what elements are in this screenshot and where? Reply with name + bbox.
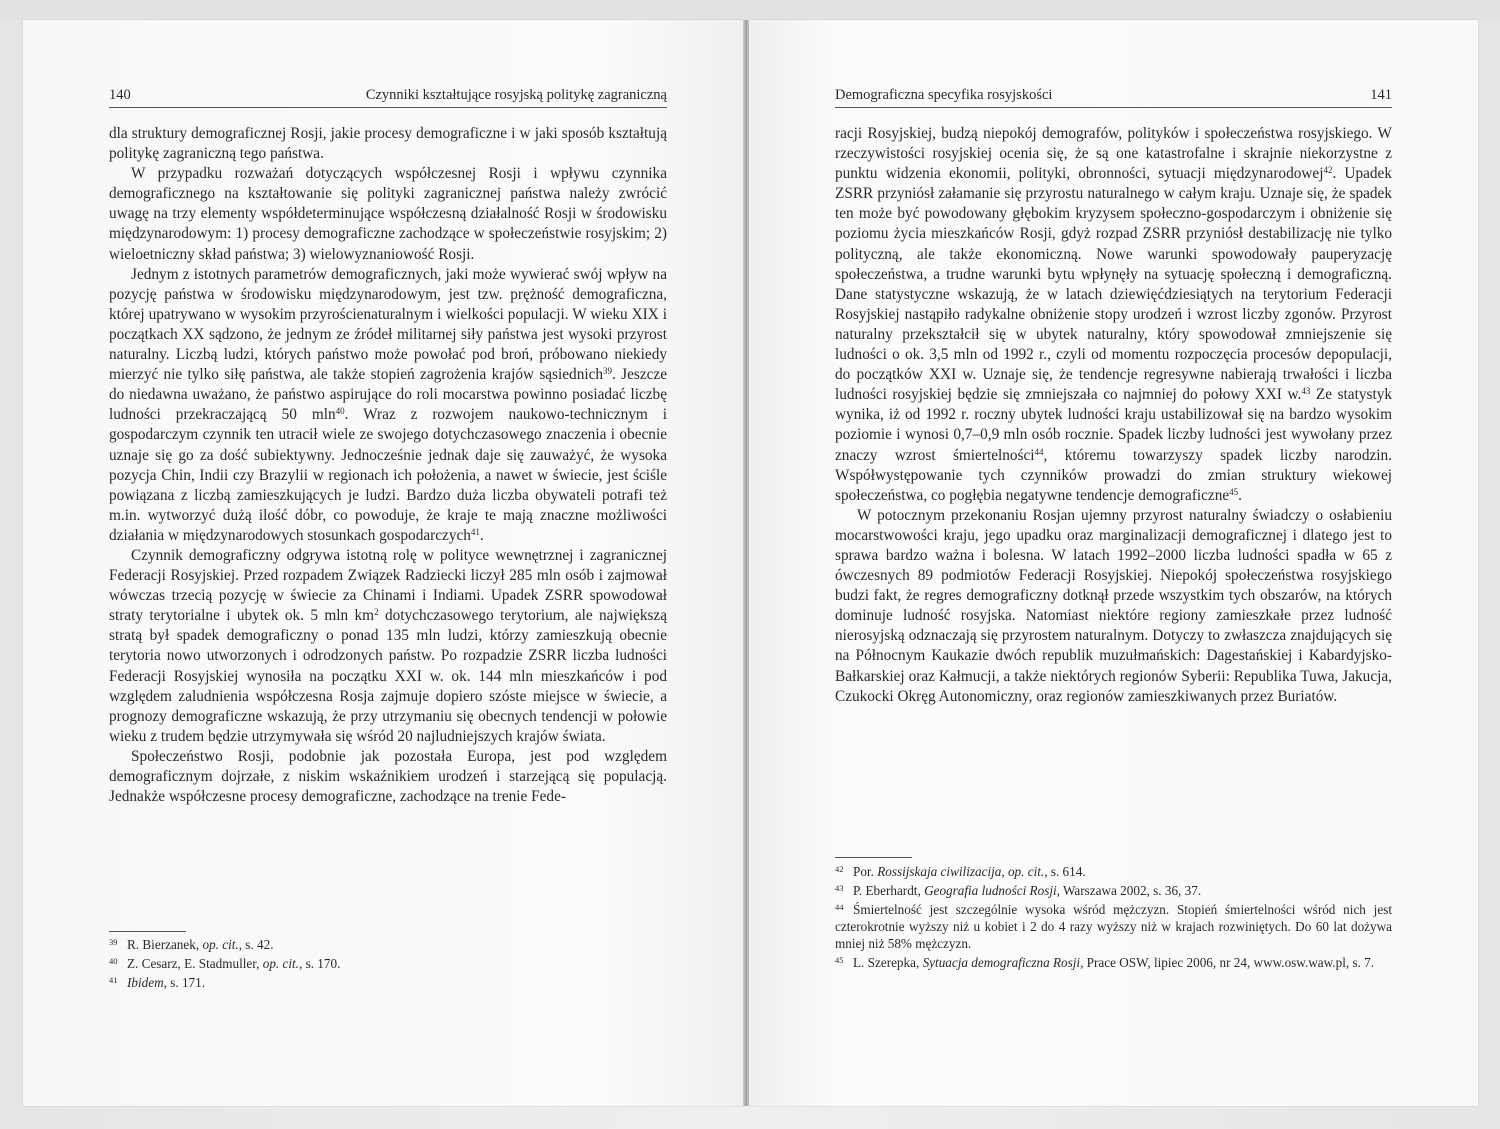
text-run: , Prace OSW, lipiec 2006, nr 24, www.osw.waw.pl, s. 7. [1080, 955, 1375, 970]
paragraph [109, 265, 667, 546]
paragraph [109, 164, 667, 264]
footnote-ref: 42 [1323, 165, 1333, 176]
italic-text: Ibidem [127, 975, 164, 990]
italic-text: Rossijskaja ciwilizacija, op. cit. [877, 864, 1045, 879]
paragraph [835, 506, 1392, 707]
right-page-body [835, 124, 1392, 707]
paragraph [109, 747, 667, 807]
running-head: Demograficzna specyfika rosyjskości [835, 87, 1053, 103]
left-page [23, 20, 745, 1106]
footnote [835, 952, 1392, 971]
text-run: Por. [853, 864, 878, 879]
italic-text: op. cit. [262, 956, 299, 971]
text-run: R. Bierzanek, [127, 937, 203, 952]
left-page-header [109, 84, 667, 108]
text-run: Z. Cesarz, E. Stadmuller, [127, 956, 263, 971]
text-run: , s. 171. [163, 975, 206, 990]
left-page-body [109, 124, 667, 807]
italic-text: op. cit. [202, 937, 239, 952]
text-run: Jednym z istotnych parametrów demograficznych, jaki może wywierać swój wpływ na pozycję państwa w środowisku międzynarodowym, jest tzw. prężność demograficzna, której upatrywano w wysokim przyrościenaturalnym i wielkości populacji. W wieku XIX i początkach XX sądzono, że jednym ze źródeł militarnej siły państwa jest wysoki przyrost naturalny. Liczbą ludzi, których państwo może powołać pod broń, próbowano niekiedy mierzyć nie tylko siłę państwa, ale także stopień zagrożenia krajów sąsiednich [109, 265, 667, 384]
footnote-ref: 2 [374, 607, 379, 618]
text-run: . Jeszcze do niedawna uważano, że państwo aspirujące do roli mocarstwa powinno posiadać liczbę ludności przekraczającą 50 mln [109, 366, 667, 424]
text-run: Społeczeństwo Rosji, podobnie jak pozostała Europa, jest pod względem demograficznym dojrzałe, z niskim wskaźnikiem urodzeń i starzejącą się populacją. Jednakże współczesne procesy demograficzne, zachodzące na trenie Fede- [109, 747, 667, 806]
text-run: racji Rosyjskiej, budzą niepokój demografów, polityków i społeczeństwa rosyjskiego. W rzeczywistości rosyjskiej ocenia się, że są one katastrofalne i skrajnie niekorzystne z punktu widzenia ekonomii, polityki, obronności, sytuacji międzynarodowej [835, 125, 1392, 183]
footnote-ref: 41 [470, 526, 480, 537]
footnote-number: 39 [109, 937, 118, 947]
footnote [835, 861, 1392, 880]
text-run: Czynnik demograficzny odgrywa istotną rolę w polityce wewnętrznej i zagranicznej Federacji Rosyjskiej. Przed rozpadem Związek Radziecki liczył 285 mln osób i zajmował wówczas trzecią pozycję w świecie za Chinami i Indiami. Upadek ZSRR spowodował straty terytorialne i ubytek ok. 5 mln km [109, 546, 667, 625]
text-run: dla struktury demograficznej Rosji, jakie procesy demograficzne i w jaki sposób kształtują politykę zagraniczną tego państwa. [109, 125, 667, 163]
text-run: , s. 170. [298, 956, 341, 971]
footnote [109, 972, 667, 991]
footnote-number: 44 [835, 902, 844, 912]
footnote-separator [109, 931, 186, 932]
italic-text: Sytuacja demograficzna Rosji [922, 955, 1081, 970]
footnote-ref: 44 [1034, 446, 1044, 457]
text-run: , któremu towarzyszy spadek liczby narodzin. Współwystępowanie tych czynników prowadzi do zmian struktury wiekowej społeczeństwa, co pogłębia negatywne tendencje demograficzne [835, 446, 1392, 504]
text-run: dotychczasowego terytorium, ale największą stratą był spadek demograficzny o ponad 135 mln ludzi, którzy zamieszkują obecnie terytoria nowo utworzonych i odrodzonych państw. Po rozpadzie ZSRR liczba ludności Federacji Rosyjskiej wynosiła na początku XXI w. ok. 144 mln mieszkańców i pod względem zaludnienia współczesna Rosja zajmuje dopiero szóste miejsce w świecie, a prognozy demograficzne wskazują, że przy utrzymaniu się obecnych tendencji w połowie wieku z trudem będzie utrzymywała się wśród 20 najludniejszych krajów świata. [109, 607, 667, 745]
footnote-number: 43 [835, 883, 844, 893]
page-number: 141 [1370, 87, 1392, 103]
text-run: P. Eberhardt, [853, 883, 925, 898]
footnote-ref: 39 [603, 366, 613, 377]
right-page [749, 20, 1478, 1106]
running-head: Czynniki kształtujące rosyjską politykę zagraniczną [365, 87, 667, 103]
text-run: . [1238, 486, 1242, 504]
footnote-number: 42 [835, 864, 844, 874]
footnote [109, 953, 667, 972]
paragraph [109, 546, 667, 747]
page-number: 140 [109, 87, 131, 103]
paragraph [109, 124, 667, 164]
left-page-footnotes [109, 934, 667, 991]
text-run: Śmiertelność jest szczególnie wysoka wśród mężczyzn. Stopień śmiertelności wśród nich jest czterokrotnie wyższy niż u kobiet i 2 do 4 razy wyższy niż w krajach rozwiniętych. Do 60 lat dożywa mniej niż 58% mężczyzn. [835, 902, 1392, 951]
text-run: , Warszawa 2002, s. 36, 37. [1056, 883, 1202, 898]
text-run: . [479, 526, 484, 544]
footnote [109, 934, 667, 953]
footnote-number: 45 [835, 955, 844, 965]
footnote-ref: 45 [1229, 486, 1239, 497]
right-page-header [835, 84, 1392, 108]
text-run: . Upadek ZSRR przyniósł załamanie się przyrostu naturalnego w całym kraju. Uznaje się, że spadek ten może być powodowany głębokim kryzysem społeczno-gospodarczym i obniżenie się poziomu życia mieszkańców Rosji, gdyż rozpad ZSRR przyniósł destabilizację nie tylko polityczną, ale także ekonomiczną. Nowe warunki spowodowały pauperyzację społeczeństwa, a trudne warunki bytu wpłynęły na sytuację społeczną i demograficzną. Dane statystyczne wskazują, że w latach dziewięćdziesiątych na terytorium Federacji Rosyjskiej nastąpiło radykalne obniżenie stopy urodzeń i wzrost liczby zgonów. Przyrost naturalny przekształcił się w ubytek naturalny, który spowodował zmniejszenie się ludności o ok. 3,5 mln od 1992 r., czyli od momentu rozpoczęcia procesów depopulacji, do początków XXI w. Uznaje się, że tendencje regresywne nabierają trwałości i liczba ludności rosyjskiej będzie się zmniejszała co najmniej do połowy XXI w. [835, 165, 1392, 404]
footnote-number: 40 [109, 956, 118, 966]
text-run: W potocznym przekonaniu Rosjan ujemny przyrost naturalny świadczy o osłabieniu mocarstwowości kraju, jego upadku oraz marginalizacji demograficznej i dlatego jest to sprawa bardzo ważna i bolesna. W latach 1992–2000 liczba ludności spadła w 65 z ówczesnych 89 podmiotów Federacji Rosyjskiej. Niepokój społeczeństwa rosyjskiego budzi fakt, że regres demograficzny dotknął przede wszystkim tych obszarów, na których dominuje ludność rosyjska. Natomiast niektóre regiony zamieszkałe przez ludność nierosyjską odznaczają się przyrostem naturalnym. Dotyczy to zwłaszcza znajdujących się na Północnym Kaukazie dwóch republik muzułmańskich: Dagestańskiej i Kabardyjsko-Bałkarskiej oraz Kałmucji, a także niektórych regionów Syberii: Republika Tuwa, Jakucja, Czukocki Okręg Autonomiczny, oraz regionów zamieszkiwanych przez Buriatów. [835, 506, 1392, 705]
italic-text: Geografia ludności Rosji [924, 883, 1057, 898]
footnote-ref: 43 [1301, 386, 1311, 397]
footnote-ref: 40 [335, 406, 345, 417]
text-run: , s. 42. [238, 937, 274, 952]
paragraph [835, 124, 1392, 506]
text-run: Ze statystyk wynika, iż od 1992 r. roczny ubytek ludności kraju ustabilizował się na bardzo wysokim poziomie i wynosi 0,7–0,9 mln osób rocznie. Spadek liczby ludności jest wywołany przez znaczy wzrost śmiertelności [835, 386, 1392, 464]
scanner-top-edge [0, 0, 1500, 20]
footnote-number: 41 [109, 975, 118, 985]
text-run: W przypadku rozważań dotyczących współczesnej Rosji i wpływu czynnika demograficznego na kształtowanie się polityki zagranicznej państwa należy zwrócić uwagę na trzy elementy współdeterminujące współczesną działalność Rosji w środowisku międzynarodowym: 1) procesy demograficzne zachodzące w społeczeństwie rosyjskim; 2) wieloetniczny skład państwa; 3) wielowyznaniowość Rosji. [109, 165, 667, 263]
footnote-separator [835, 857, 912, 858]
right-page-footnotes [835, 861, 1392, 971]
text-run: L. Szerepka, [853, 955, 923, 970]
text-run: , s. 614. [1044, 864, 1086, 879]
footnote [835, 899, 1392, 952]
footnote [835, 880, 1392, 899]
text-run: . Wraz z rozwojem naukowo-technicznym i gospodarczym czynnik ten utracił wiele ze swojego dotychczasowego znaczenia i obecnie uznaje się go za dość subiektywny. Jednocześnie jednak daje się zauważyć, że wysoka pozycja Chin, Indii czy Brazylii w regionach ich położenia, a nawet w świecie, jest ściśle powiązana z liczbą zamieszkujących je ludzi. Bardzo duża liczba obywateli potrafi też m.in. wytworzyć dużą ilość dóbr, co powoduje, że kraje te mają znaczne możliwości działania w międzynarodowych stosunkach gospodarczych [109, 406, 667, 544]
